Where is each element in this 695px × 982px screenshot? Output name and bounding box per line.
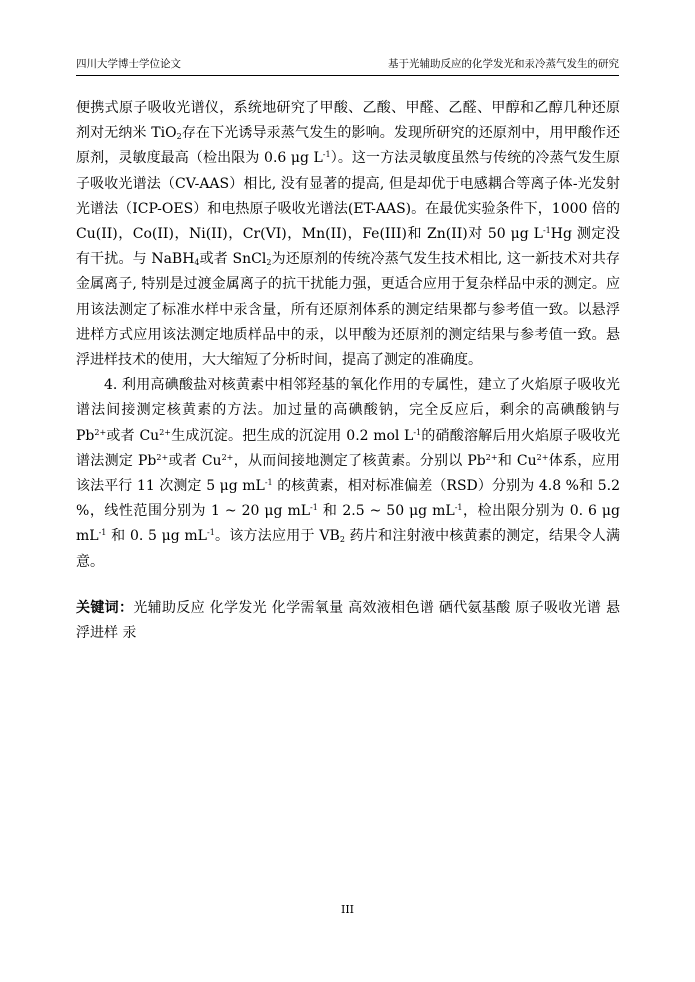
superscript: 2+ (485, 452, 498, 462)
keywords-label: 关键词： (76, 599, 134, 616)
text-run: ）。这一方法灵敏度虽然与传统的冷蒸气发生原子吸收光谱法（CV-AAS）相比, 没有显著的提高, 但是却优于电感耦合等离子体-光发射光谱法（ICP-OES）和电热原子吸收光谱法(ET-AAS)。在最优实验条件下，1000 倍的 Cu(II)，Co(II)，Ni(II)，Cr(VI)，Mn(II)，Fe(III)和 Zn(II)对 50 μg L (76, 150, 620, 243)
abstract-body (76, 96, 620, 646)
superscript: 2+ (159, 427, 171, 437)
subscript: 4 (194, 258, 200, 268)
superscript: 2+ (536, 452, 549, 462)
superscript: -1 (454, 503, 463, 513)
abstract-paragraph-3-continued (76, 96, 620, 373)
text-run: 或者 SnCl (199, 251, 267, 268)
superscript: -1 (98, 528, 107, 538)
subscript: 2 (266, 258, 272, 268)
running-header (76, 54, 619, 74)
abstract-paragraph-4 (76, 373, 620, 575)
superscript: -1 (206, 528, 215, 538)
text-run: 和 Cu (497, 452, 537, 469)
superscript: -1 (264, 478, 273, 488)
header-university-title: 四川大学博士学位论文 (76, 58, 181, 70)
text-run: 或者 Cu (168, 452, 222, 469)
text-run: 和 2.5 ~ 50 μg mL (317, 503, 455, 520)
text-run: 体系，应用该法平行 11 次测定 5 μg mL (76, 452, 620, 495)
superscript: -1 (322, 150, 331, 160)
page-number: III (340, 903, 355, 916)
text-run: 为还原剂的传统冷蒸气发生技术相比, 这一新技术对共存金属离子, 特别是过渡金属离子的抗干扰能力强，更适合应用于复杂样品中汞的测定。应用该法测定了标准水样中汞含量，所有还原剂体系的测定结果都与参考值一致。以悬浮进样方式应用该法测定地质样品中的汞，以甲酸为还原剂的测定结果与参考值一致。悬浮进样技术的使用，大大缩短了分析时间，提高了测定的准确度。 (76, 251, 621, 369)
subscript: 2 (339, 535, 345, 545)
text-run: 便携式原子吸收光谱仪，系统地研究了甲酸、乙酸、甲醛、乙醛、甲醇和乙醇几种还原剂对无纳米 TiO (76, 100, 620, 142)
text-run: ，检出限分别为 0. 6 μg mL (76, 503, 620, 545)
text-run: 或者 Cu (106, 427, 160, 444)
text-run: 。该方法应用于 VB (214, 528, 340, 545)
subscript: 2 (176, 132, 182, 142)
text-run: 的核黄素，相对标准偏差（RSD）分别为 4.8 %和 5.2 %，线性范围分别为 1 ~ 20 μg mL (76, 478, 620, 520)
text-run: 存在下光诱导汞蒸气发生的影响。发现所研究的还原剂中，用甲酸作还原剂，灵敏度最高（检出限为 0.6 μg L (76, 125, 621, 167)
superscript: -1 (542, 226, 551, 236)
keywords-line (76, 596, 620, 646)
superscript: 2+ (94, 427, 107, 437)
superscript: -1 (413, 427, 422, 437)
superscript: -1 (310, 503, 318, 513)
keywords-text: 光辅助反应 化学发光 化学需氧量 高效液相色谱 硒代氨基酸 原子吸收光谱 悬浮进样 汞 (76, 599, 621, 642)
text-run: 的硝酸溶解后用火焰原子吸收光谱法测定 Pb (76, 427, 620, 469)
text-run: Hg 测定没有干扰。与 NaBH (76, 226, 620, 268)
header-thesis-title: 基于光辅助反应的化学发光和汞冷蒸气发生的研究 (388, 58, 619, 70)
text-run: 药片和注射液中核黄素的测定，结果令人满意。 (76, 528, 620, 570)
text-run: 4. 利用高碘酸盐对核黄素中相邻羟基的氧化作用的专属性，建立了火焰原子吸收光谱法间接测定核黄素的方法。加过量的高碘酸钠，完全反应后，剩余的高碘酸钠与 Pb (76, 377, 620, 444)
header-rule (76, 75, 619, 76)
text-run: ，从而间接地测定了核黄素。分别以 Pb (233, 452, 486, 469)
text-run: 和 0. 5 μg mL (106, 528, 207, 545)
text-run: 生成沉淀。把生成的沉淀用 0.2 mol L (170, 427, 414, 444)
superscript: 2+ (221, 452, 234, 462)
superscript: 2+ (156, 452, 169, 462)
